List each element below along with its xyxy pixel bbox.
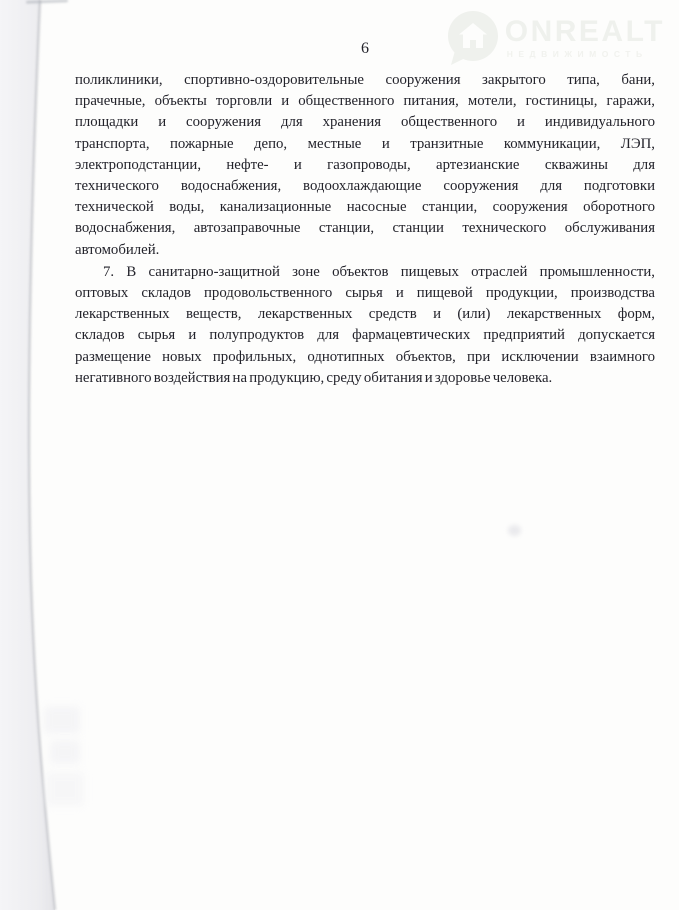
- document-body: [75, 70, 655, 390]
- text-line: электроподстанции, нефте- и газопроводы, артезианские скважины для: [75, 156, 655, 173]
- scan-bleedthrough-artifact: [50, 740, 80, 764]
- paragraph: [75, 262, 655, 389]
- watermark-tagline: НЕДВИЖИМОСТЬ: [506, 49, 648, 59]
- scan-bleedthrough-artifact: [44, 706, 80, 734]
- text-line: оптовых складов продовольственного сырья и пищевой продукции, производства: [75, 285, 655, 302]
- paragraph: [75, 70, 655, 261]
- text-line: площадки и сооружения для хранения общественного и индивидуального: [75, 114, 655, 131]
- watermark-brand: ONREALT: [504, 15, 665, 48]
- text-line: водоснабжения, автозаправочные станции, станции технического обслуживания: [75, 220, 655, 237]
- text-line: поликлиники, спортивно-оздоровительные сооружения закрытого типа, бани,: [75, 72, 655, 88]
- text-line: складов сырья и полупродуктов для фармацевтических предприятий допускается: [75, 327, 655, 344]
- text-line: лекарственных веществ, лекарственных средств и (или) лекарственных форм,: [75, 306, 655, 323]
- text-line: технического водоснабжения, водоохлаждающие сооружения для подготовки: [75, 178, 655, 195]
- text-line: технической воды, канализационные насосные станции, сооружения оборотного: [75, 199, 655, 216]
- text-line: 7. В санитарно-защитной зоне объектов пищевых отраслей промышленности,: [103, 263, 655, 280]
- text-line: транспорта, пожарные депо, местные и транзитные коммуникации, ЛЭП,: [75, 135, 655, 152]
- text-line: негативного воздействия на продукцию, среду обитания и здоровье человека.: [75, 369, 553, 386]
- scan-bleedthrough-artifact: [46, 772, 84, 806]
- text-line: прачечные, объекты торговли и общественного питания, мотели, гостиницы, гаражи,: [75, 93, 655, 110]
- scan-speck-artifact: [508, 525, 521, 536]
- text-line: автомобилей.: [75, 241, 160, 258]
- page-number: 6: [361, 40, 369, 57]
- text-line: размещение новых профильных, однотипных объектов, при исключении взаимного: [75, 348, 655, 365]
